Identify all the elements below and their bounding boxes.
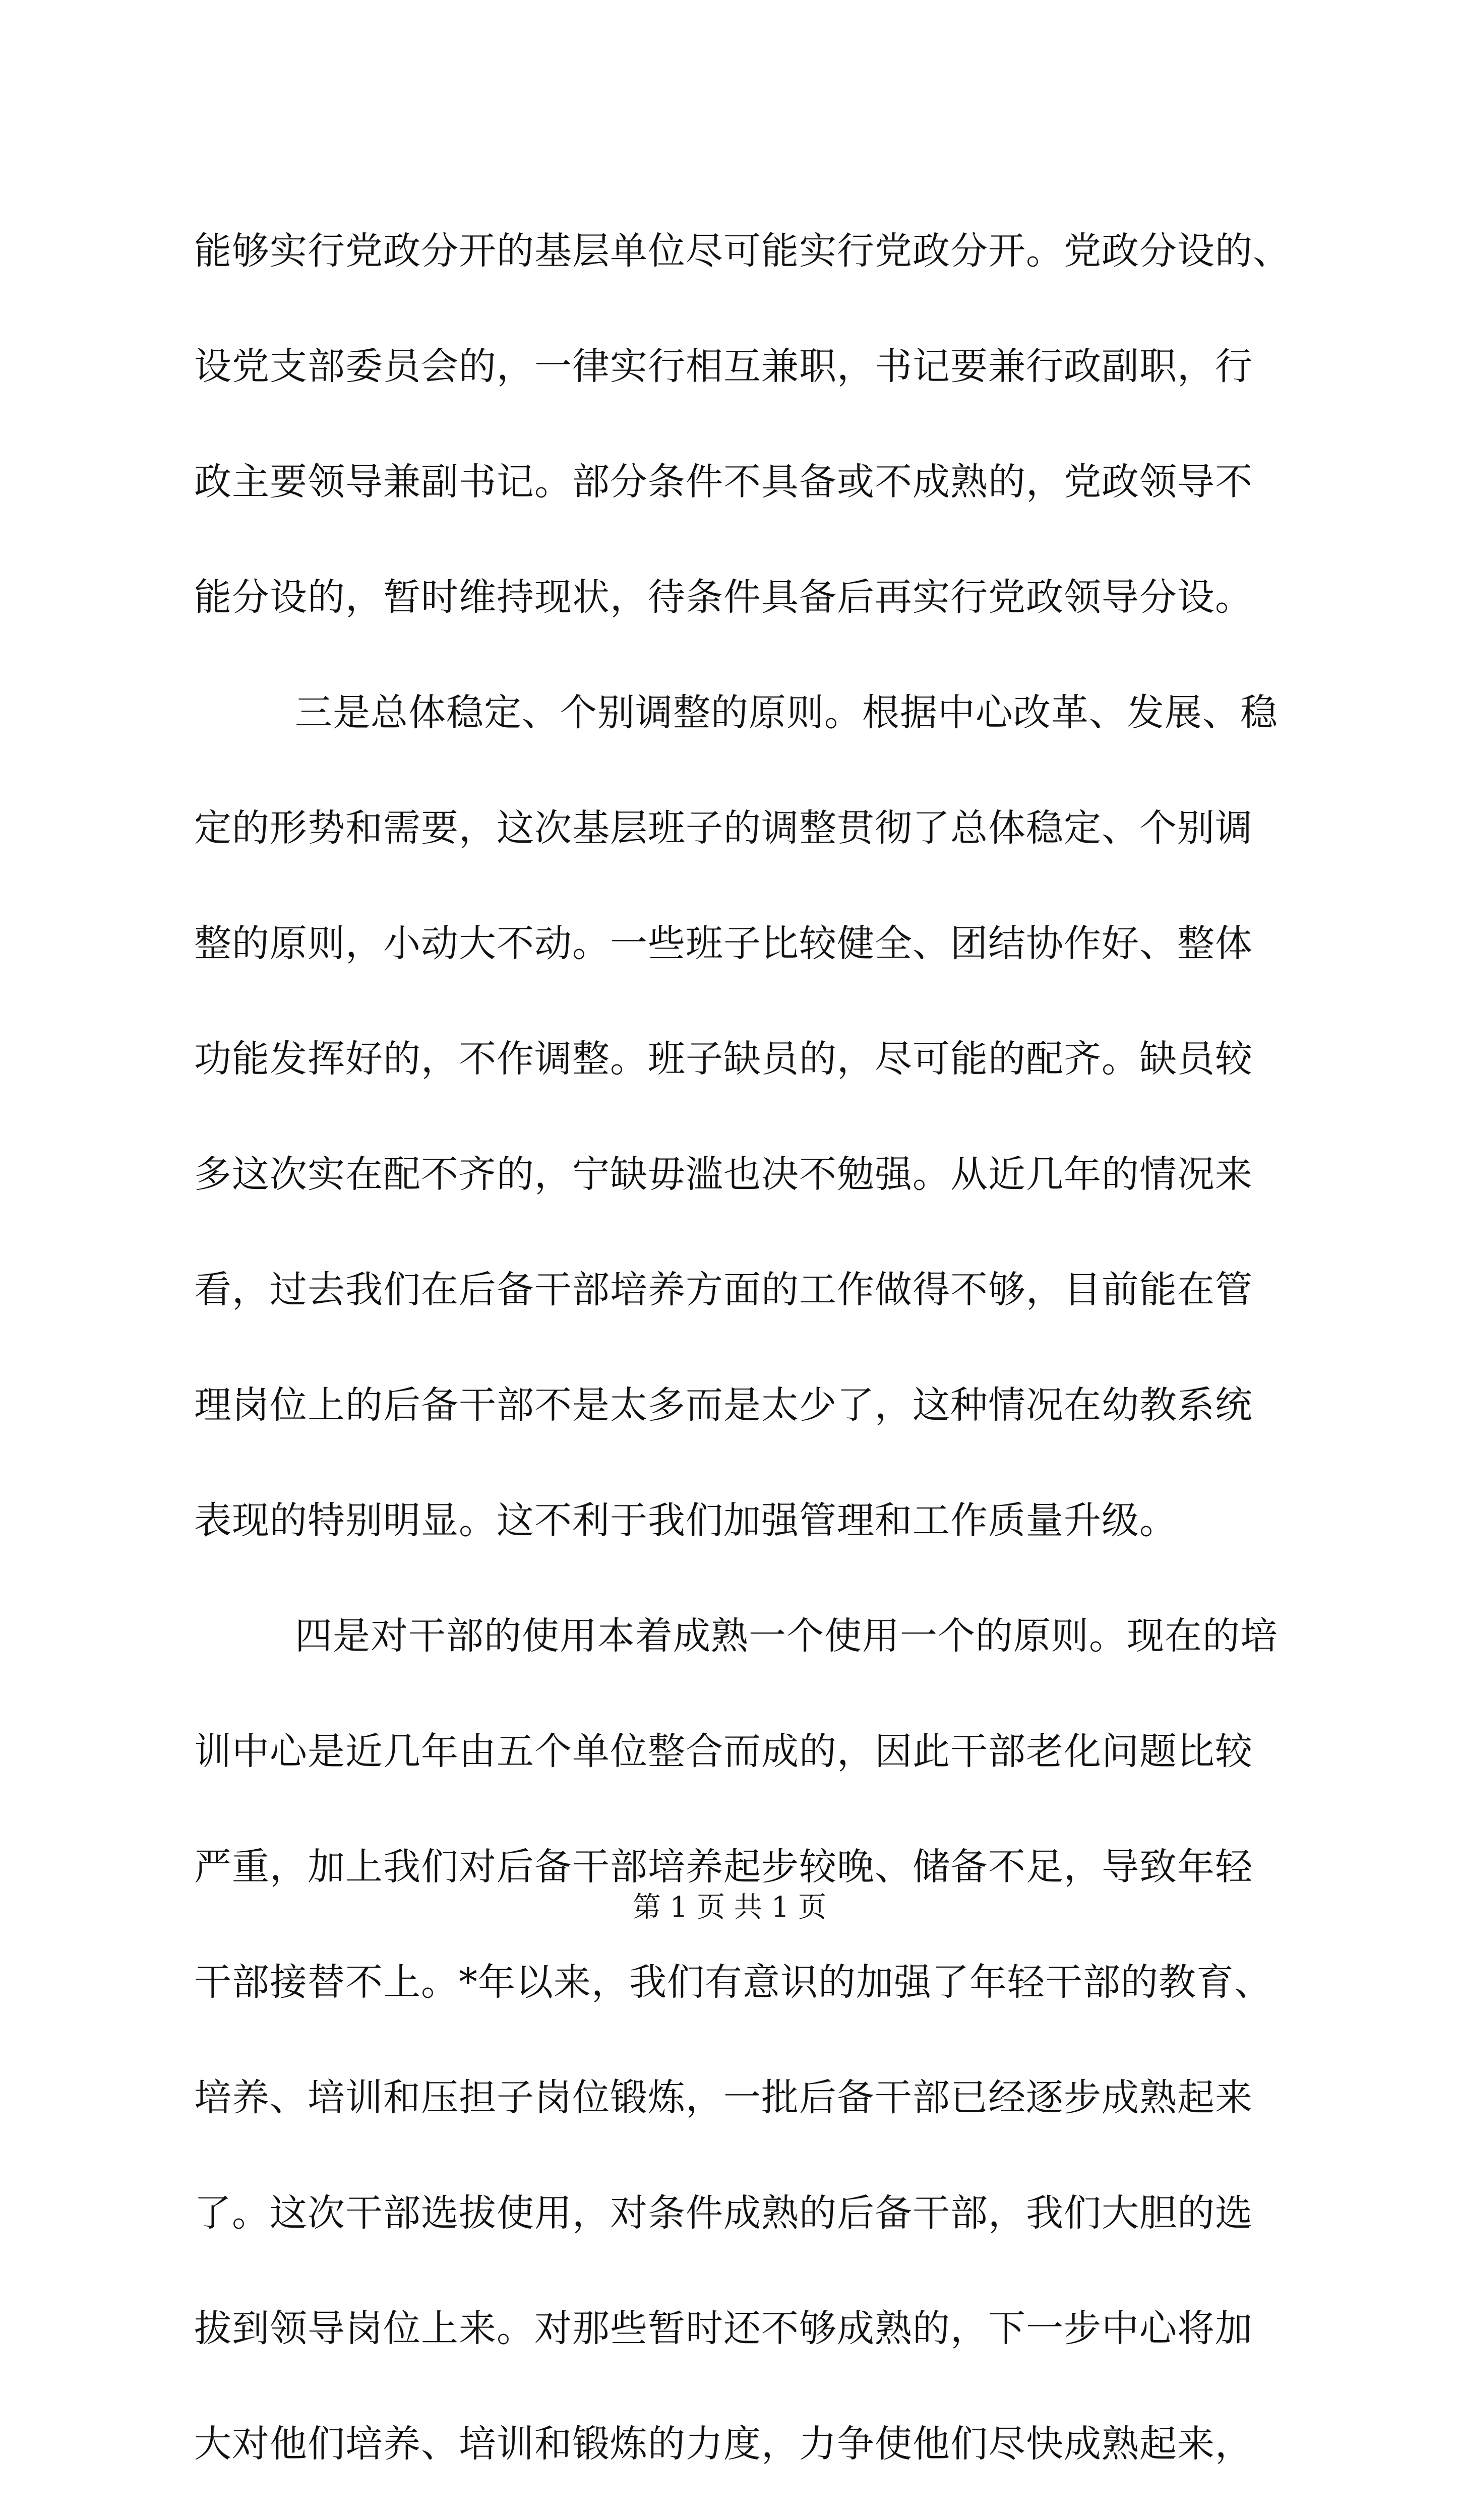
text-line: 功能发挥好的，不作调整。班子缺员的，尽可能的配齐。缺员较 bbox=[194, 1037, 1253, 1081]
text-line: 训中心是近几年由五个单位整合而成的，因此干部老化问题比较 bbox=[194, 1730, 1253, 1773]
text-line: 政主要领导兼副书记。部分条件不具备或不成熟的，党政领导不 bbox=[194, 460, 1253, 503]
paragraph-start-line: 三是总体稳定、个别调整的原则。根据中心改革、发展、稳 bbox=[295, 691, 1278, 734]
text-line bbox=[194, 2502, 1298, 2520]
text-line: 能分设的，暂时维持现状，待条件具备后再实行党政领导分设。 bbox=[194, 576, 1253, 619]
text-line: 设党支部委员会的，一律实行相互兼职，书记要兼行政副职，行 bbox=[194, 345, 1253, 388]
text-line: 能够实行党政分开的基层单位尽可能实行党政分开。党政分设的、 bbox=[194, 229, 1291, 273]
text-line: 定的形势和需要，这次基层班子的调整贯彻了总体稳定、个别调 bbox=[194, 806, 1253, 850]
text-line: 理岗位上的后备干部不是太多而是太少了，这种情况在幼教系统 bbox=[194, 1383, 1253, 1427]
text-line: 了。这次干部选拔使用，对条件成熟的后备干部，我们大胆的选 bbox=[194, 2191, 1253, 2235]
text-line: 看，过去我们在后备干部培养方面的工作做得不够，目前能在管 bbox=[194, 1268, 1253, 1311]
text-line: 培养、培训和压担子岗位锻炼，一批后备干部已经逐步成熟起来 bbox=[194, 2076, 1253, 2119]
text-line: 大对他们培养、培训和锻炼的力度，力争使他们尽快成熟起来， bbox=[194, 2422, 1253, 2466]
text-line: 干部接替不上。*年以来，我们有意识的加强了年轻干部的教育、 bbox=[194, 1961, 1272, 2004]
page-footer: 第 1 页 共 1 页 bbox=[632, 1891, 827, 1924]
text-line: 多这次实在配不齐的，宁缺毋滥也决不勉强。从近几年的情况来 bbox=[194, 1153, 1253, 1196]
text-line: 拔到领导岗位上来。对那些暂时还不够成熟的，下一步中心将加 bbox=[194, 2307, 1253, 2350]
body-text bbox=[194, 194, 1298, 2520]
paragraph-start-line: 四是对干部的使用本着成熟一个使用一个的原则。现在的培 bbox=[295, 1614, 1278, 1658]
text-line: 整的原则，小动大不动。一些班子比较健全、团结协作好、整体 bbox=[194, 922, 1253, 965]
text-line: 表现的特别明显。这不利于我们加强管理和工作质量升级。 bbox=[194, 1499, 1177, 1542]
text-line: 严重，加上我们对后备干部培养起步较晚、储备不足，导致年轻 bbox=[194, 1845, 1253, 1888]
